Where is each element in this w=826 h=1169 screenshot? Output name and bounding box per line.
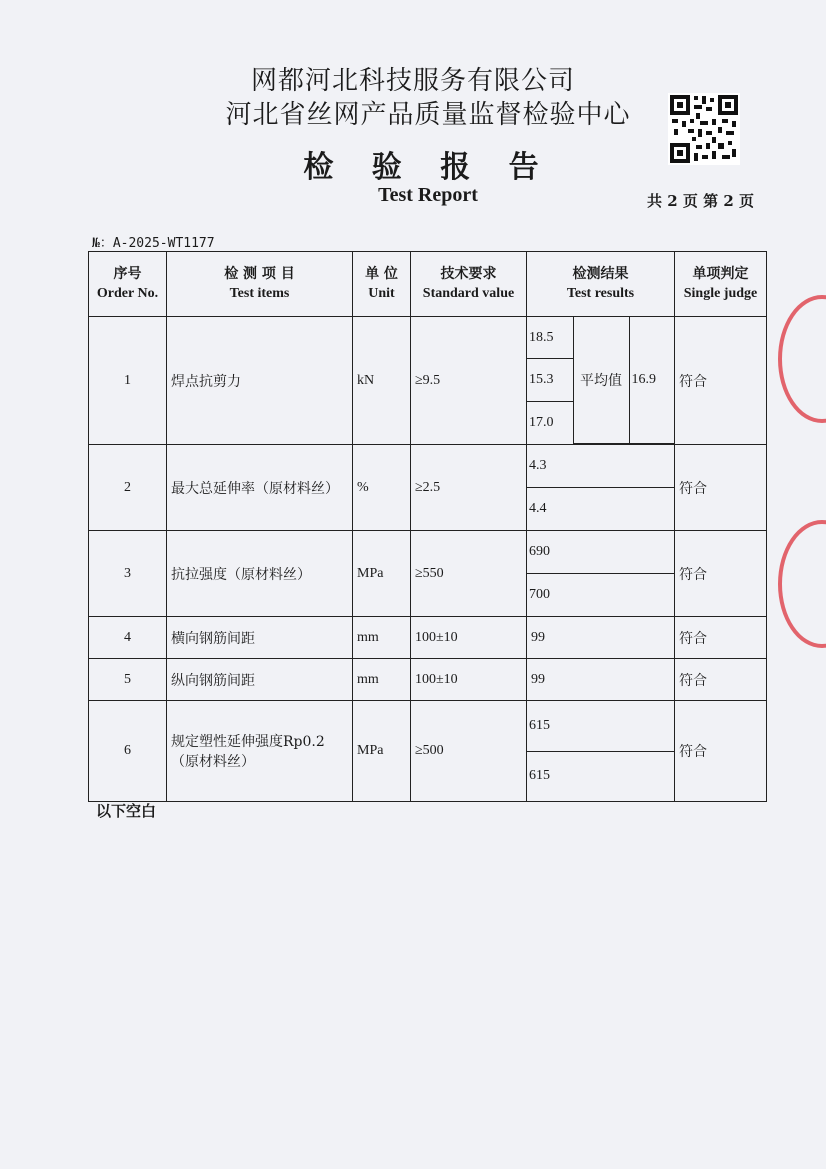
row-unit: mm [353,659,411,701]
col-header-unit: 单 位 Unit [353,252,411,317]
table-row [89,531,767,617]
row-test-item: 横向钢筋间距 [167,617,353,659]
row-unit: kN [353,317,411,445]
row-test-item: 最大总延伸率（原材料丝） [167,445,353,531]
results-subtable [527,317,675,444]
org-name-line2: 河北省丝网产品质量监督检验中心 [225,100,631,130]
row-order-no: 1 [89,317,167,445]
blank-below-note: 以下空白 [96,802,157,820]
result-value: 615 [527,701,674,751]
row-order-no: 4 [89,617,167,659]
row-standard: ≥2.5 [411,445,527,531]
result-value: 690 [527,531,674,574]
org-name-line1: 网都河北科技服务有限公司 [250,66,575,96]
result-value: 4.3 [527,445,674,488]
row-results [527,445,675,531]
table-row [89,617,767,659]
results-subtable [527,701,674,801]
row-standard: ≥500 [411,701,527,802]
table-row [89,659,767,701]
row-standard: 100±10 [411,617,527,659]
table-header-row [89,252,767,317]
results-subtable [527,445,674,530]
test-results-table [88,251,767,802]
result-value: 18.5 [527,317,573,359]
results-subtable [527,531,674,616]
row-standard: ≥9.5 [411,317,527,445]
row-order-no: 2 [89,445,167,531]
col-header-results: 检测结果 Test results [527,252,675,317]
table-row [89,445,767,531]
row-results [527,317,675,445]
col-header-order: 序号 Order No. [89,252,167,317]
row-order-no: 6 [89,701,167,802]
row-judge: 符合 [675,617,767,659]
row-order-no: 5 [89,659,167,701]
row-order-no: 3 [89,531,167,617]
seal-stamp-icon [778,520,826,648]
report-title-en: Test Report [378,184,478,206]
row-unit: mm [353,617,411,659]
table-row [89,317,767,445]
row-unit: % [353,445,411,531]
seal-stamp-icon [778,295,826,423]
row-results [527,701,675,802]
row-judge: 符合 [675,701,767,802]
average-label: 平均值 [573,317,629,444]
result-value: 615 [527,751,674,801]
row-test-item: 规定塑性延伸强度Rp0.2（原材料丝） [167,701,353,802]
row-unit: MPa [353,531,411,617]
row-judge: 符合 [675,659,767,701]
average-value: 16.9 [629,317,675,444]
col-header-judge: 单项判定 Single judge [675,252,767,317]
col-header-standard: 技术要求 Standard value [411,252,527,317]
row-standard: 100±10 [411,659,527,701]
row-test-item: 焊点抗剪力 [167,317,353,445]
report-title-cn: 检 验 报 告 [303,150,553,185]
result-value: 17.0 [527,402,573,444]
row-results: 99 [527,659,675,701]
row-judge: 符合 [675,445,767,531]
row-results [527,531,675,617]
row-test-item: 抗拉强度（原材料丝） [167,531,353,617]
result-value: 15.3 [527,359,573,402]
table-row [89,701,767,802]
row-judge: 符合 [675,531,767,617]
page-count: 共 2 页 第 2 页 [647,192,754,210]
col-header-items: 检 测 项 目 Test items [167,252,353,317]
row-standard: ≥550 [411,531,527,617]
report-number: №：A-2025-WT1177 [92,236,215,251]
row-judge: 符合 [675,317,767,445]
row-unit: MPa [353,701,411,802]
row-results: 99 [527,617,675,659]
result-value: 700 [527,574,674,617]
result-value: 4.4 [527,488,674,531]
row-test-item: 纵向钢筋间距 [167,659,353,701]
